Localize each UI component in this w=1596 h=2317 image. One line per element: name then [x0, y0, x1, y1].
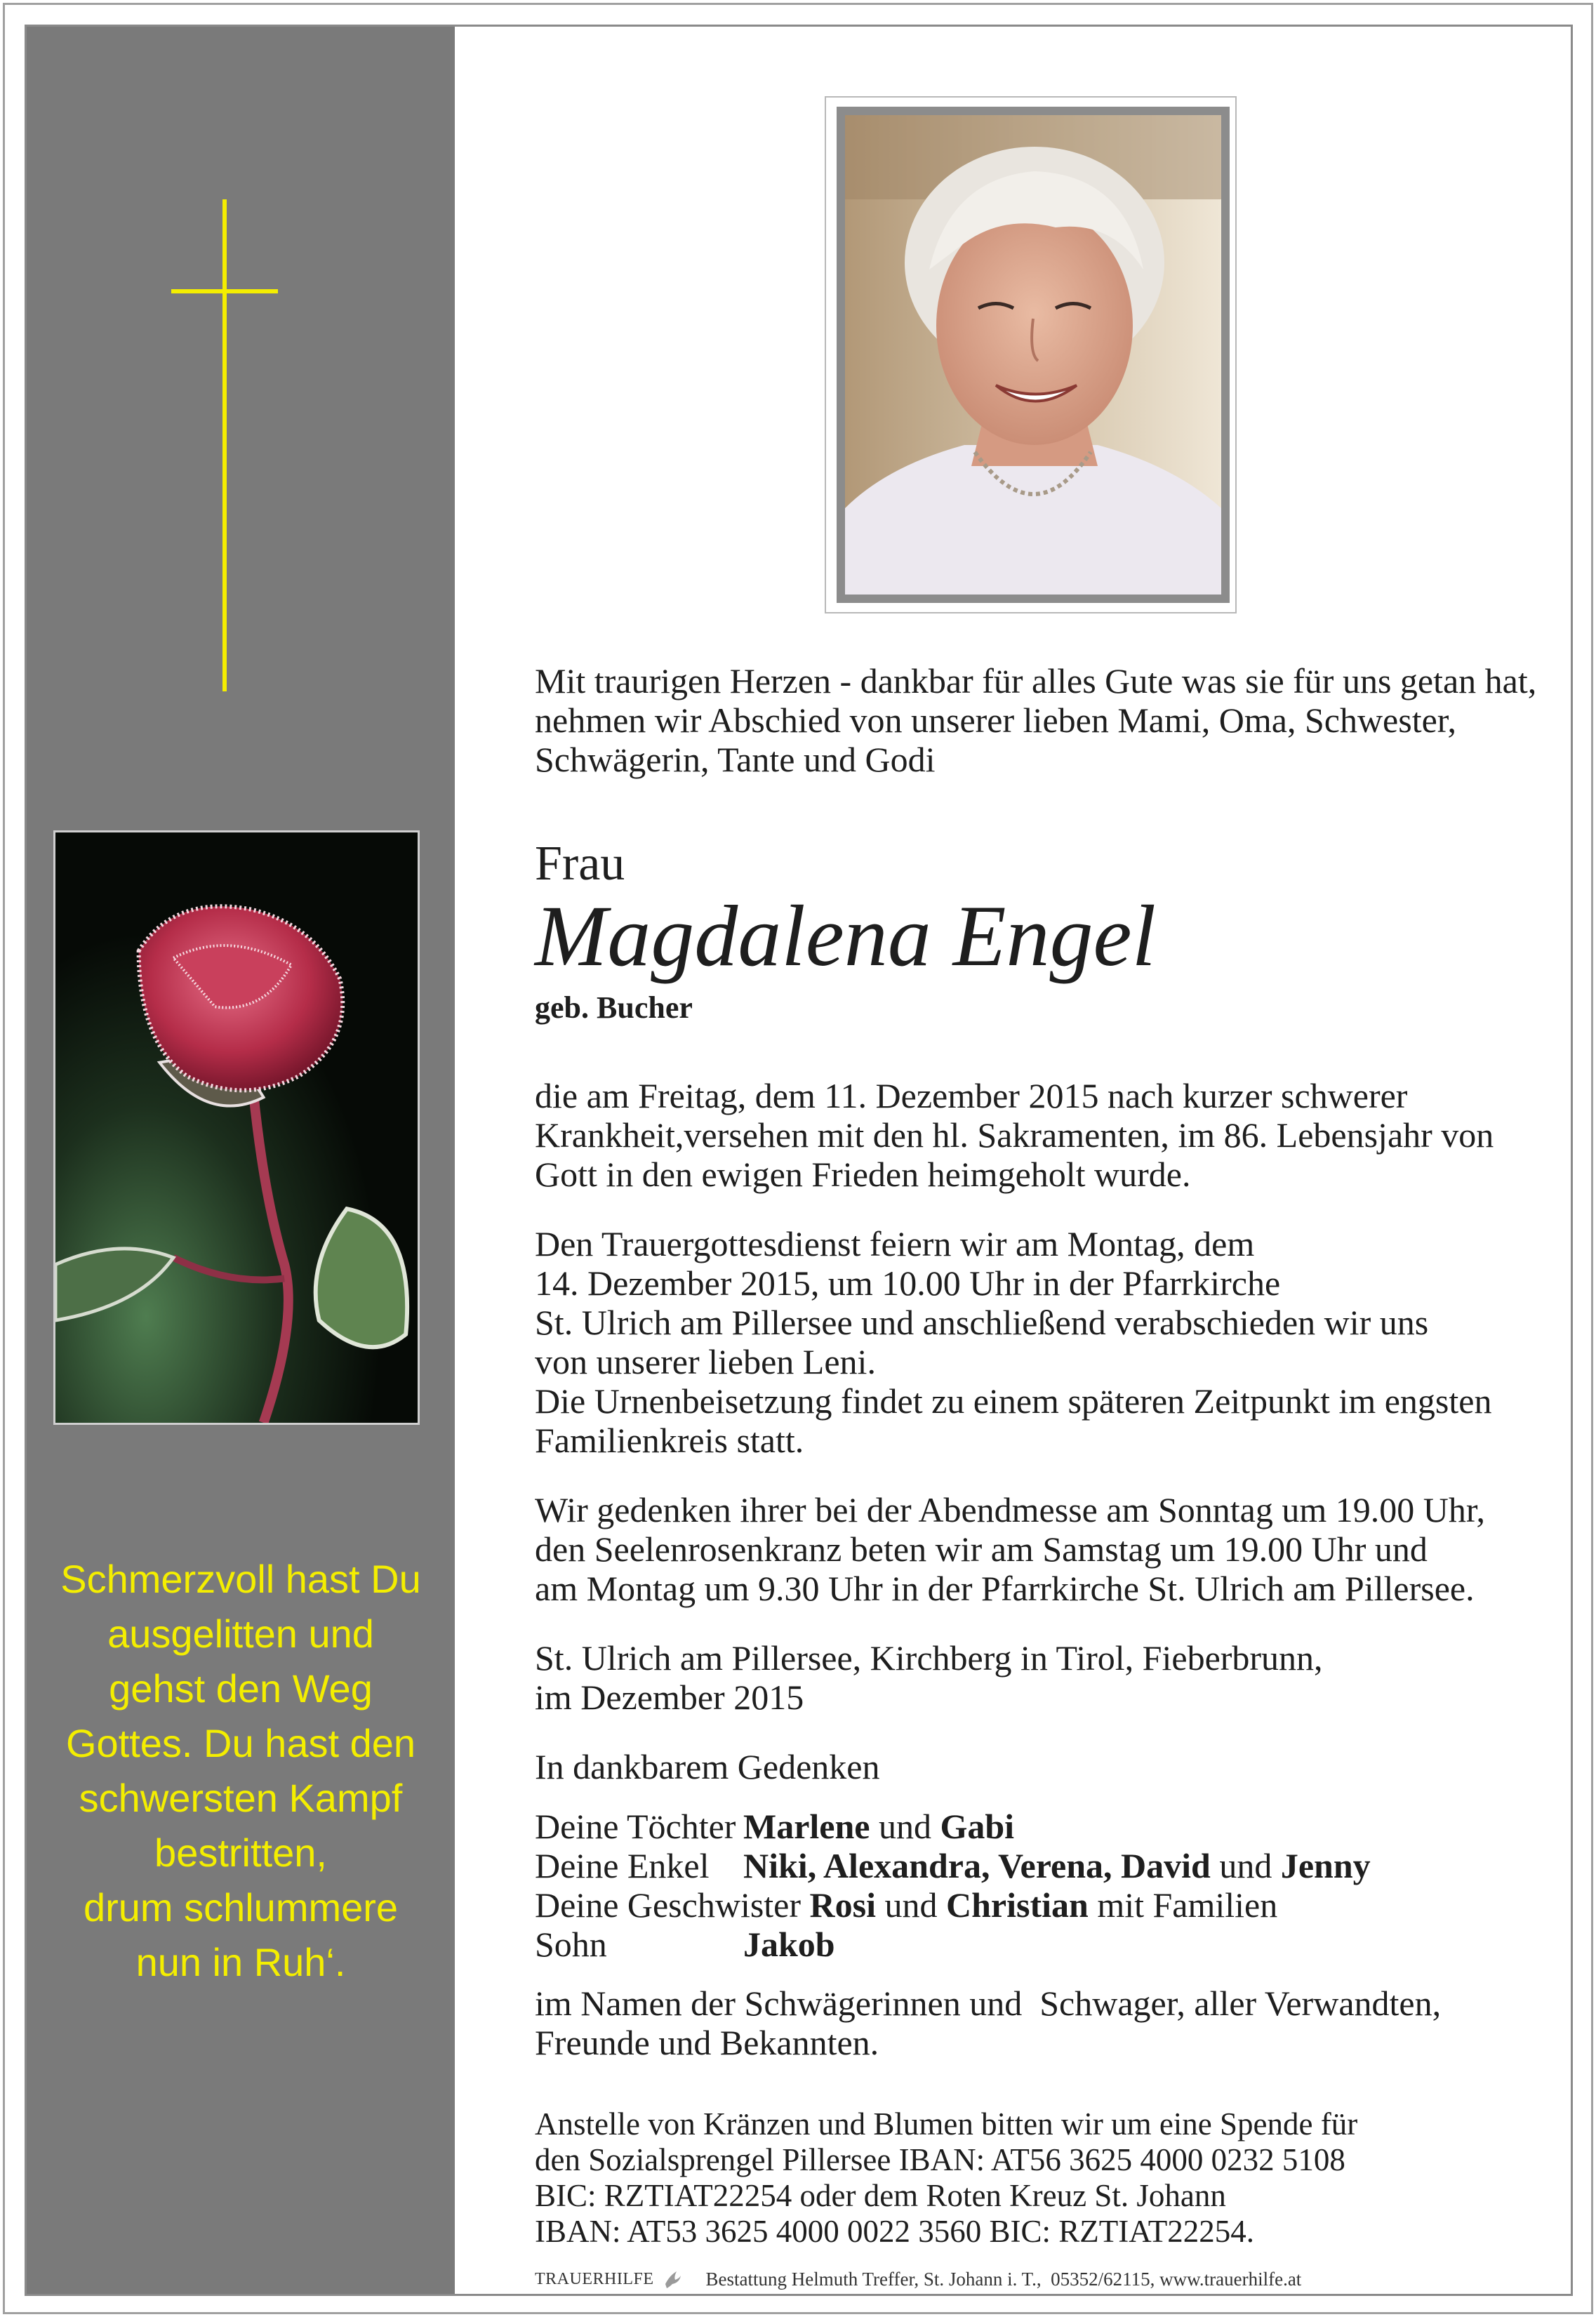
mourner-label: Deine Enkel	[535, 1846, 710, 1885]
mourner-name: Marlene	[743, 1807, 870, 1846]
text-line: Schwägerin, Tante und Godi	[535, 740, 936, 779]
mourner-name: Christian	[946, 1885, 1089, 1925]
verse-line: Gottes. Du hast den	[65, 1721, 416, 1765]
mourner-suffix: mit Familien	[1097, 1885, 1278, 1925]
text-line: Freunde und Bekannten.	[535, 2023, 879, 2062]
dove-icon	[663, 2269, 682, 2290]
verse-line: ausgelitten und	[107, 1612, 374, 1656]
gratitude	[535, 1747, 879, 1786]
mourner-joiner: und	[884, 1885, 938, 1925]
verse-line: gehst den Weg	[109, 1666, 373, 1711]
cross-icon	[222, 199, 227, 691]
text-line: Wir gedenken ihrer bei der Abendmesse am Sonntag um 19.00 Uhr,	[535, 1490, 1485, 1529]
text-line: Anstelle von Kränzen und Blumen bitten wir um eine Spende für	[535, 2106, 1358, 2142]
text-line: den Sozialsprengel Pillersee IBAN: AT56 3625 4000 0232 5108	[535, 2142, 1345, 2177]
footer-text: Bestattung Helmuth Treffer, St. Johann i. T., 05352/62115, www.trauerhilfe.at	[705, 2269, 1302, 2290]
text-line: im Namen der Schwägerinnen und Schwager, aller Verwandten,	[535, 1984, 1442, 2023]
text-line: nehmen wir Abschied von unserer lieben Mami, Oma, Schwester,	[535, 701, 1456, 740]
text-line: von unserer lieben Leni.	[535, 1342, 876, 1381]
mourner-name: Gabi	[940, 1807, 1015, 1846]
portrait-photo	[837, 107, 1230, 603]
donation-paragraph	[535, 2106, 1357, 2250]
text-line: St. Ulrich am Pillersee und anschließend verabschieden wir uns	[535, 1303, 1429, 1342]
mourner-name: Jenny	[1280, 1846, 1371, 1885]
text-line: BIC: RZTIAT22254 oder dem Roten Kreuz St. Johann	[535, 2178, 1226, 2213]
verse-line: drum schlummere	[83, 1885, 399, 1930]
verse-line: schwersten Kampf	[79, 1776, 403, 1820]
text-line: Gott in den ewigen Frieden heimgeholt wurde.	[535, 1155, 1191, 1194]
gratitude-text: In dankbarem Gedenken	[535, 1747, 880, 1786]
mourner-joiner: und	[1219, 1846, 1272, 1885]
birth-name: geb. Bucher	[535, 990, 693, 1025]
mourner-label: Deine Töchter	[535, 1807, 736, 1846]
verse	[27, 1552, 455, 1990]
deceased-name: Magdalena Engel	[535, 888, 1157, 984]
portrait-photo-graphic	[845, 115, 1221, 595]
verse-line: nun in Ruh‘.	[135, 1940, 346, 1984]
text-line: im Dezember 2015	[535, 1678, 804, 1717]
mourners-list	[535, 1807, 1371, 1964]
mourner-line	[535, 1846, 1371, 1885]
mourner-line	[535, 1885, 1371, 1925]
rose-photo	[53, 830, 420, 1425]
death-paragraph	[535, 1076, 1494, 1194]
mourner-label: Deine Geschwister	[535, 1885, 802, 1925]
text-line: 14. Dezember 2015, um 10.00 Uhr in der Pfarrkirche	[535, 1263, 1281, 1303]
text-line: Familienkreis statt.	[535, 1421, 804, 1460]
text-line: Die Urnenbeisetzung findet zu einem späteren Zeitpunkt im engsten	[535, 1381, 1492, 1421]
text-line: St. Ulrich am Pillersee, Kirchberg in Tirol, Fieberbrunn,	[535, 1638, 1323, 1678]
mourner-name: Jakob	[743, 1925, 835, 1964]
text-line: IBAN: AT53 3625 4000 0022 3560 BIC: RZTIAT22254.	[535, 2214, 1255, 2249]
footer	[535, 2269, 1301, 2290]
memorial-paragraph	[535, 1490, 1485, 1608]
funeral-paragraph	[535, 1224, 1491, 1460]
text-line: die am Freitag, dem 11. Dezember 2015 nach kurzer schwerer	[535, 1076, 1408, 1115]
mourner-name: Rosi	[809, 1885, 876, 1925]
mourner-line	[535, 1807, 1371, 1846]
verse-line: Schmerzvoll hast Du	[60, 1557, 421, 1601]
text-line: den Seelenrosenkranz beten wir am Samstag um 19.00 Uhr und	[535, 1529, 1428, 1569]
intro-paragraph	[535, 661, 1536, 779]
text-line: am Montag um 9.30 Uhr in der Pfarrkirche St. Ulrich am Pillersee.	[535, 1569, 1475, 1608]
mourner-joiner: und	[878, 1807, 931, 1846]
text-line: Den Trauergottesdienst feiern wir am Montag, dem	[535, 1224, 1255, 1263]
footer-brand: TRAUERHILFE	[535, 2270, 654, 2288]
mourner-label: Sohn	[535, 1925, 607, 1964]
salutation: Frau	[535, 837, 625, 891]
mourner-line	[535, 1925, 1371, 1964]
place-date	[535, 1638, 1323, 1717]
rose-photo-graphic	[55, 832, 418, 1423]
mourner-name: Niki, Alexandra, Verena, David	[743, 1846, 1211, 1885]
cross-icon-crossbar	[171, 289, 278, 293]
closing-paragraph	[535, 1984, 1441, 2062]
text-line: Krankheit,versehen mit den hl. Sakramenten, im 86. Lebensjahr von	[535, 1115, 1494, 1155]
verse-line: bestritten,	[154, 1831, 327, 1875]
text-line: Mit traurigen Herzen - dankbar für alles Gute was sie für uns getan hat,	[535, 661, 1537, 701]
